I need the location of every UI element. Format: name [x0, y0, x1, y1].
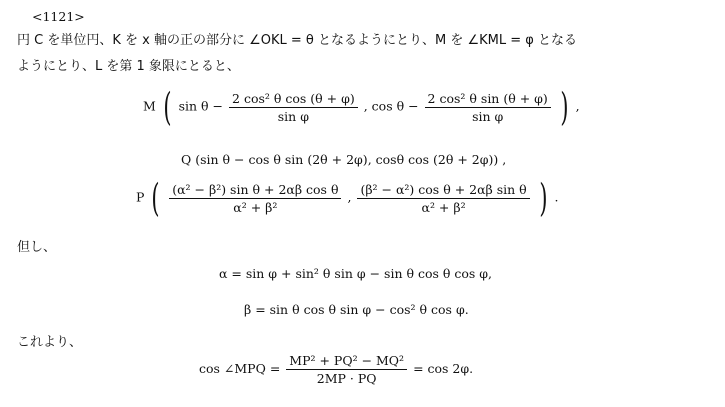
cos-lhs: cos ∠MPQ =: [199, 361, 281, 376]
P-fraction-2-denominator: α² + β²: [421, 199, 466, 215]
formula-M: [143, 85, 580, 129]
M-end: ,: [575, 98, 580, 114]
hence-label: これより、: [17, 335, 83, 350]
left-paren: (: [163, 85, 172, 129]
M-fraction-2-numerator: 2 cos² θ sin (θ + φ): [425, 90, 551, 108]
alpha-equation: α = sin φ + sin² θ sin φ − sin θ cos θ cos φ,: [219, 266, 493, 281]
M-label: M: [143, 98, 156, 114]
M-fraction-1-numerator: 2 cos² θ cos (θ + φ): [229, 90, 358, 108]
M-fraction-2-denominator: sin φ: [472, 108, 504, 124]
formula-P: P ( $\frac{\text{(α² − β²) sin θ + 2αβ cos θ}}{\text{α² + β²}}$ , $\frac{\text{(β² − α²) cos θ + 2αβ sin θ}}{\text{α² + β²}}$ ) .: [136, 176, 559, 220]
M-fraction-2: [425, 90, 551, 125]
beta-equation: β = sin θ cos θ sin φ − cos² θ cos φ.: [244, 302, 469, 317]
P-fraction-1-denominator: α² + β²: [233, 199, 278, 215]
M-separator: , cos θ −: [363, 98, 419, 114]
P-fraction-1-numerator: (α² − β²) sin θ + 2αβ cos θ: [169, 181, 341, 199]
P-fraction-1: [169, 181, 341, 216]
left-paren: (: [151, 176, 160, 220]
cos-fraction-numerator: MP² + PQ² − MQ²: [286, 352, 407, 370]
intro-line-1: 円 C を単位円、K を x 軸の正の部分に ∠OKL = θ となるようにとり、M を ∠KML = φ となる: [17, 33, 577, 48]
formula-cos-MPQ: [199, 352, 473, 387]
M-fraction-1-denominator: sin φ: [277, 108, 309, 124]
however-label: 但し、: [17, 240, 57, 255]
cos-rhs: = cos 2φ.: [413, 361, 474, 376]
M-fraction-1: [229, 90, 358, 125]
problem-number: <1121>: [32, 9, 85, 24]
P-label: P: [136, 189, 145, 205]
cos-fraction: [286, 352, 407, 387]
P-end: .: [554, 189, 559, 205]
cos-fraction-denominator: 2MP · PQ: [316, 371, 377, 386]
right-paren: ): [539, 176, 548, 220]
M-prefix: sin θ −: [178, 98, 224, 114]
P-fraction-2: [357, 181, 529, 216]
right-paren: ): [560, 85, 569, 129]
formula-Q: Q (sin θ − cos θ sin (2θ + 2φ), cosθ cos (2θ + 2φ)) ,: [181, 152, 507, 167]
P-fraction-2-numerator: (β² − α²) cos θ + 2αβ sin θ: [357, 181, 529, 199]
intro-line-2: ようにとり、L を第 1 象限にとると、: [17, 59, 240, 74]
